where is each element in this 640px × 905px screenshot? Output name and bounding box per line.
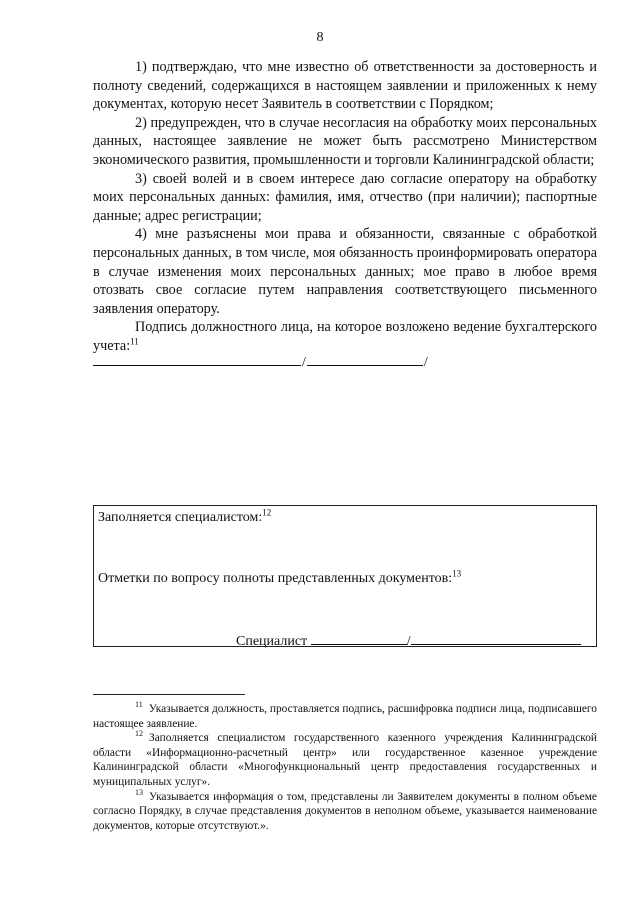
- footnotes: [93, 702, 597, 833]
- consent-paragraph-3: 3) своей волей и в своем интересе даю согласие оператору на обработку моих персональных данных: фамилия, имя, отчество (при наличии); паспортные данные; адрес регистрации;: [93, 170, 597, 224]
- footnote-number: 11: [135, 700, 143, 710]
- footnote-ref-13: 13: [452, 568, 462, 579]
- name-blank[interactable]: [307, 352, 423, 366]
- completeness-text: Отметки по вопросу полноты представленных документов:: [98, 571, 453, 586]
- footnote-text: Заполняется специалистом государственного казенного учреждения Калининградской области «Информационно-расчетный центр» или государственное казенное учреждение Калининградской области «Многофункциональный центр предоставления государственных и муниципальных услуг».: [93, 732, 597, 788]
- specialist-name-blank[interactable]: [411, 632, 581, 645]
- footnote-number: 12: [135, 729, 143, 739]
- consent-paragraph-1: 1) подтверждаю, что мне известно об ответственности за достоверность и полноту сведений, содержащихся в настоящем заявлении и приложенных к нему документах, которую несет Заявитель в соответствии с Порядком;: [93, 59, 597, 113]
- footnote-divider: [93, 694, 245, 695]
- filled-by-label: [98, 507, 272, 526]
- accountant-signature-line: [93, 352, 429, 371]
- signature-blank[interactable]: [93, 352, 301, 366]
- footnote-ref-11: 11: [130, 336, 139, 347]
- footnote-13: [93, 787, 597, 834]
- footnote-text: Указывается информация о том, представлены ли Заявителем документы в полном объеме согласно Порядку, в случае представления документов в неполном объеме, указывается наименование документов, которые отсутствуют.».: [93, 790, 597, 832]
- footnote-text: Указывается должность, проставляется подпись, расшифровка подписи лица, подписавшего настоящее заявление.: [93, 703, 597, 730]
- completeness-label: [98, 568, 462, 587]
- page-number: 8: [316, 30, 324, 45]
- consent-paragraph-2: 2) предупрежден, что в случае несогласия на обработку моих персональных данных, настоящее заявление не может быть рассмотрено Министерством экономического развития, промышленности и торговли Калининградской области;: [93, 114, 597, 168]
- specialist-separator: /: [406, 634, 411, 649]
- consent-paragraph-4: 4) мне разъяснены мои права и обязанности, связанные с обработкой персональных данных, в том числе, моя обязанность проинформировать оператора в случае изменения моих персональных данных; мое право в любое время отозвать свое согласие путем направления соответствующего письменного заявления оператору.: [93, 226, 597, 317]
- footnote-11: [93, 702, 597, 731]
- signature-separator-end: /: [423, 355, 428, 370]
- footnote-12: [93, 731, 597, 789]
- accountant-signature-caption: [93, 318, 597, 355]
- specialist-label: Специалист: [236, 634, 308, 649]
- footnote-ref-12: 12: [262, 507, 272, 518]
- filled-by-text: Заполняется специалистом:: [98, 510, 263, 525]
- footnote-number: 13: [135, 787, 143, 797]
- specialist-signature-row: [236, 632, 581, 650]
- specialist-signature-blank[interactable]: [311, 632, 407, 645]
- signature-separator: /: [302, 355, 306, 370]
- specialist-box: [93, 505, 597, 647]
- accountant-signature-text: Подпись должностного лица, на которое возложено ведение бухгалтерского учета:: [93, 319, 597, 354]
- consent-text: [93, 58, 597, 356]
